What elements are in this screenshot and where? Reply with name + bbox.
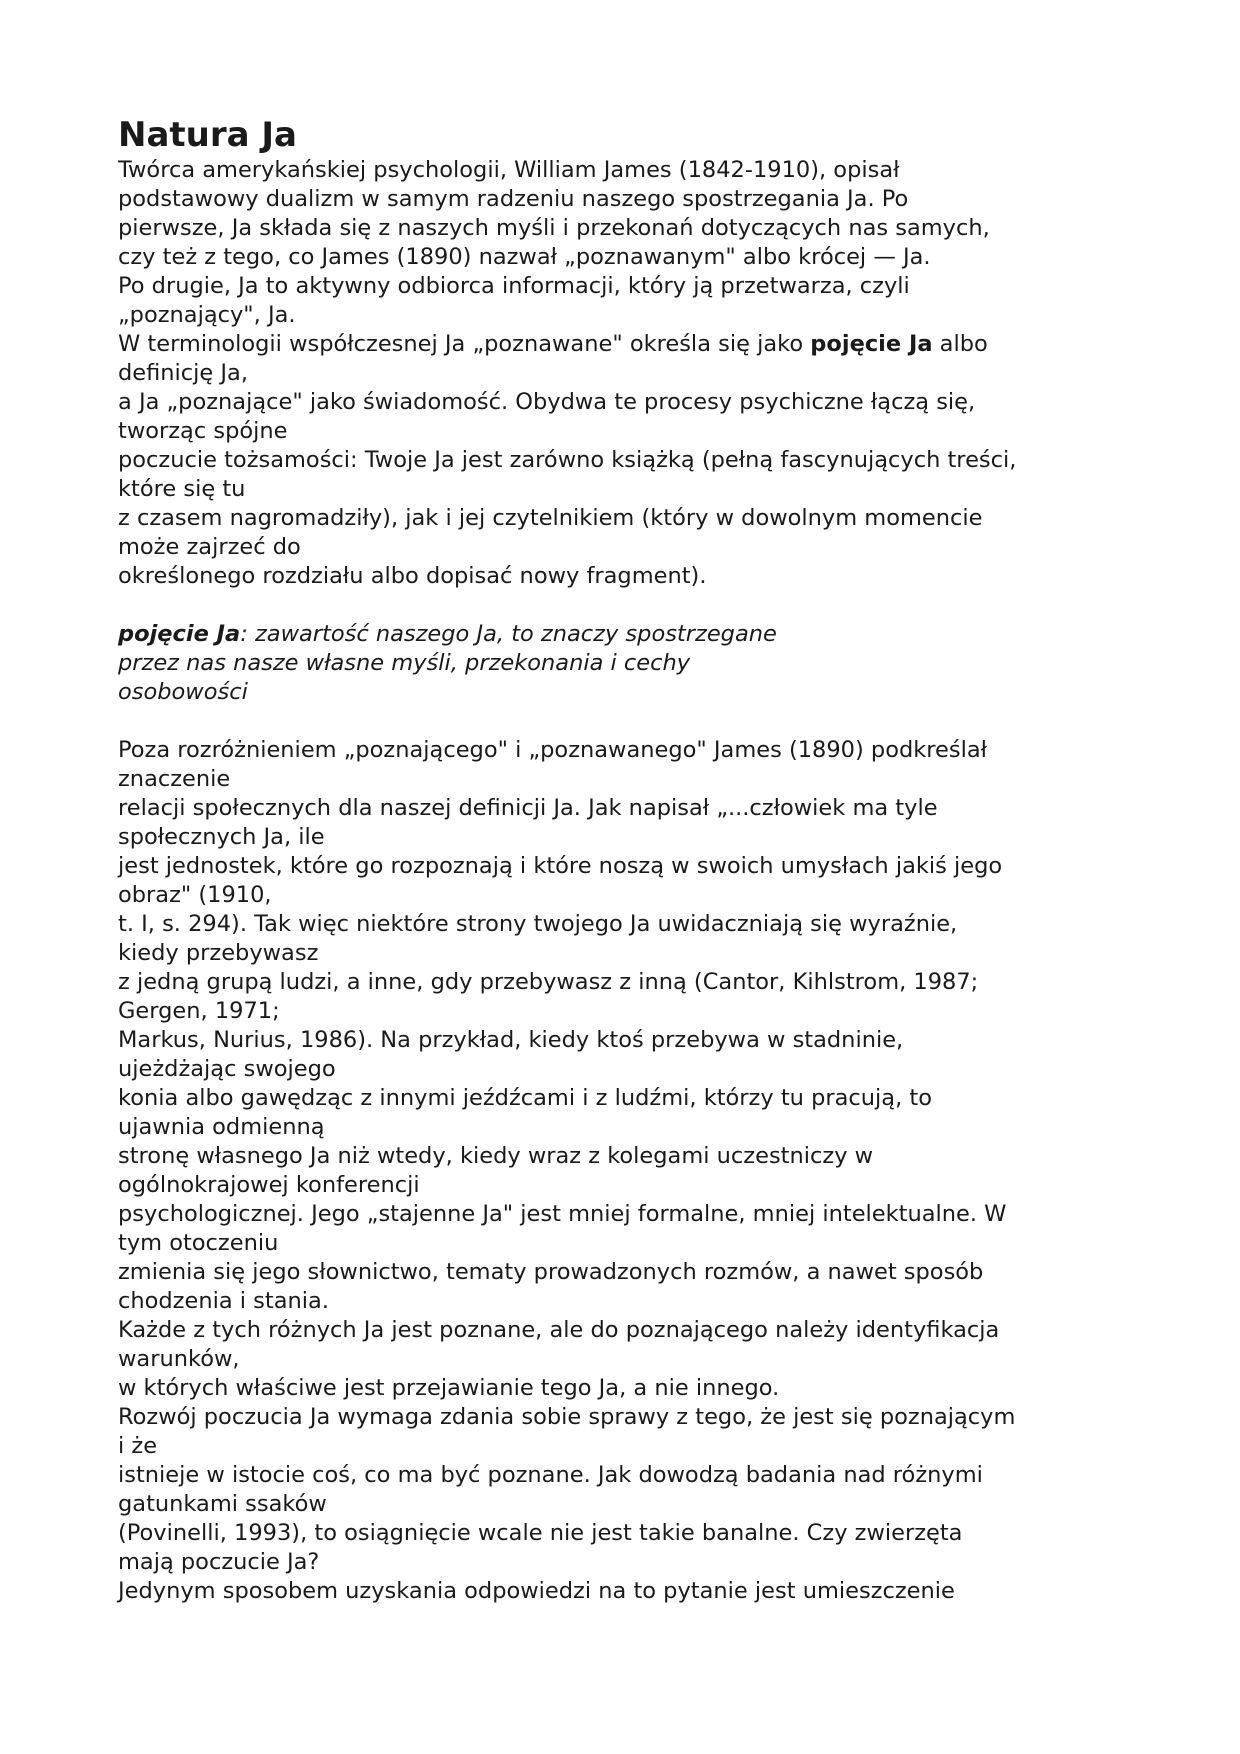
text-line	[118, 330, 1128, 359]
text-line: Twórca amerykańskiej psychologii, William James (1842-1910), opisał	[118, 157, 900, 183]
text-run: : zawartość naszego Ja, to znaczy spostrzegane	[240, 621, 777, 647]
text-line: ujawnia odmienną	[118, 1114, 325, 1140]
text-line: znaczenie	[118, 766, 231, 792]
text-line: zmienia się jego słownictwo, tematy prowadzonych rozmów, a nawet sposób	[118, 1259, 984, 1285]
text-line: psychologicznej. Jego „stajenne Ja" jest mniej formalne, mniej intelektualne. W	[118, 1201, 1007, 1227]
text-line: kiedy przebywasz	[118, 940, 319, 966]
spacer	[118, 707, 1128, 736]
text-line: Jedynym sposobem uzyskania odpowiedzi na to pytanie jest umieszczenie	[118, 1578, 955, 1604]
text-run: albo	[932, 331, 988, 357]
text-line: Markus, Nurius, 1986). Na przykład, kiedy ktoś przebywa w stadninie,	[118, 1027, 904, 1053]
text-line: które się tu	[118, 476, 246, 502]
text-line: tym otoczeniu	[118, 1230, 279, 1256]
bold-term: pojęcie Ja	[118, 621, 241, 647]
text-line: warunków,	[118, 1346, 240, 1372]
text-line: konia albo gawędząc z innymi jeźdźcami i z ludźmi, którzy tu pracują, to	[118, 1085, 932, 1111]
text-line: społecznych Ja, ile	[118, 824, 325, 850]
text-line: chodzenia i stania.	[118, 1288, 329, 1314]
text-line: osobowości	[118, 679, 248, 705]
text-line: i że	[118, 1433, 158, 1459]
bold-term: pojęcie Ja	[810, 331, 933, 357]
text-line: ogólnokrajowej konferencji	[118, 1172, 420, 1198]
text-line: definicję Ja,	[118, 360, 249, 386]
text-line: Gergen, 1971;	[118, 998, 280, 1024]
paragraph-1	[118, 156, 1128, 330]
text-line: relacji społecznych dla naszej definicji Ja. Jak napisał „...człowiek ma tyle	[118, 795, 938, 821]
text-line: Poza rozróżnieniem „poznającego" i „poznawanego" James (1890) podkreślał	[118, 737, 988, 763]
text-line: określonego rozdziału albo dopisać nowy fragment).	[118, 563, 707, 589]
text-line: (Povinelli, 1993), to osiągnięcie wcale nie jest takie banalne. Czy zwierzęta	[118, 1520, 963, 1546]
text-line: z czasem nagromadziły), jak i jej czytelnikiem (który w dowolnym momencie	[118, 505, 983, 531]
text-line: pierwsze, Ja składa się z naszych myśli i przekonań dotyczących nas samych,	[118, 215, 990, 241]
text-line: stronę własnego Ja niż wtedy, kiedy wraz z kolegami uczestniczy w	[118, 1143, 874, 1169]
text-line: Rozwój poczucia Ja wymaga zdania sobie sprawy z tego, że jest się poznającym	[118, 1404, 1016, 1430]
paragraph-2	[118, 330, 1128, 591]
text-line: czy też z tego, co James (1890) nazwał „poznawanym" albo krócej — Ja.	[118, 244, 931, 270]
text-line: a Ja „poznające" jako świadomość. Obydwa te procesy psychiczne łączą się,	[118, 389, 976, 415]
text-line: „poznający", Ja.	[118, 302, 296, 328]
text-line: tworząc spójne	[118, 418, 288, 444]
document-title: Natura Ja	[118, 115, 297, 155]
text-line: ujeżdżając swojego	[118, 1056, 336, 1082]
text-line	[118, 620, 1128, 649]
definition-box	[118, 620, 1128, 707]
text-line: poczucie tożsamości: Twoje Ja jest zarówno książką (pełną fascynujących treści,	[118, 447, 1017, 473]
text-line: istnieje w istocie coś, co ma być poznane. Jak dowodzą badania nad różnymi	[118, 1462, 983, 1488]
text-run: W terminologii współczesnej Ja „poznawane" określa się jako	[118, 331, 811, 357]
text-line: Każde z tych różnych Ja jest poznane, ale do poznającego należy identyfikacja	[118, 1317, 1000, 1343]
text-line: podstawowy dualizm w samym radzeniu naszego spostrzegania Ja. Po	[118, 186, 909, 212]
spacer	[118, 591, 1128, 620]
text-line: przez nas nasze własne myśli, przekonania i cechy	[118, 650, 691, 676]
text-line: Po drugie, Ja to aktywny odbiorca informacji, który ją przetwarza, czyli	[118, 273, 910, 299]
text-line: gatunkami ssaków	[118, 1491, 327, 1517]
text-line: obraz" (1910,	[118, 882, 272, 908]
text-line: w których właściwe jest przejawianie tego Ja, a nie innego.	[118, 1375, 780, 1401]
text-line: może zajrzeć do	[118, 534, 301, 560]
text-line: t. I, s. 294). Tak więc niektóre strony twojego Ja uwidaczniają się wyraźnie,	[118, 911, 958, 937]
text-line: mają poczucie Ja?	[118, 1549, 320, 1575]
text-line: jest jednostek, które go rozpoznają i które noszą w swoich umysłach jakiś jego	[118, 853, 1003, 879]
paragraph-3	[118, 736, 1128, 1606]
text-line: z jedną grupą ludzi, a inne, gdy przebywasz z inną (Cantor, Kihlstrom, 1987;	[118, 969, 979, 995]
document-page	[118, 115, 1128, 1606]
